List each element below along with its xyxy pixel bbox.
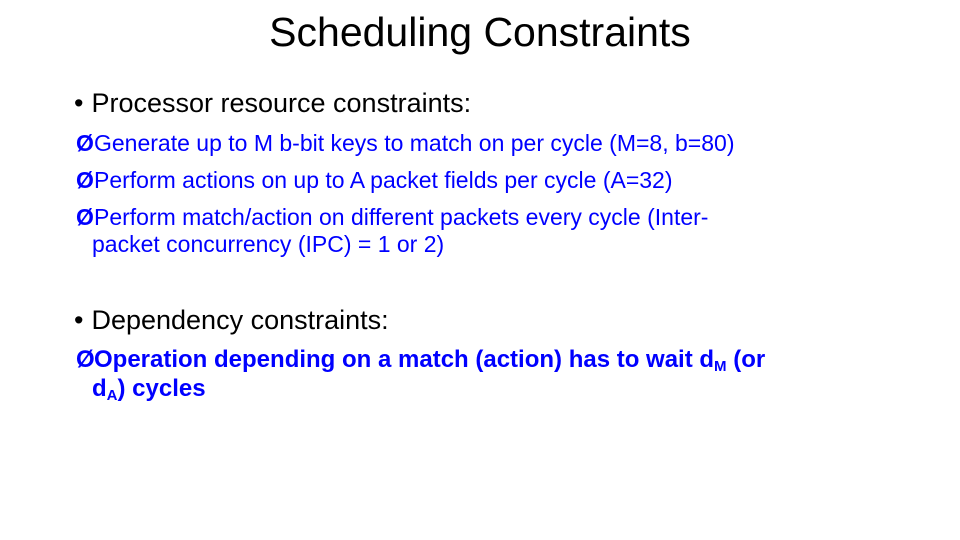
sub-item-text: Generate up to M b-bit keys to match on per cycle (M=8, b=80) — [94, 130, 735, 156]
processor-resource-heading: Processor resource constraints: — [91, 88, 472, 118]
sub-item-perform-actions — [76, 167, 936, 194]
sub-item-generate-keys — [76, 130, 936, 157]
bullet-processor-resource — [74, 87, 471, 119]
dependency-text-part4: ) cycles — [117, 375, 206, 402]
sub-item-match-action — [76, 204, 936, 258]
slide-title: Scheduling Constraints — [269, 9, 691, 55]
subscript-m: M — [714, 358, 727, 375]
dependency-text-part1: Operation depending on a match (action) has to wait d — [94, 346, 715, 373]
subscript-a: A — [106, 387, 118, 404]
sub-item-dependency-wait — [76, 345, 936, 403]
arrow-bullet-icon: Ø — [76, 204, 94, 230]
arrow-bullet-icon: Ø — [76, 167, 94, 193]
arrow-bullet-icon: Ø — [76, 130, 94, 156]
bullet-dot: • — [74, 305, 84, 335]
dependency-text-line2 — [76, 374, 936, 403]
sub-item-text-line2: packet concurrency (IPC) = 1 or 2) — [92, 231, 445, 257]
dependency-text-part3: d — [92, 375, 107, 402]
sub-item-text-line1: Perform match/action on different packets every cycle (Inter- — [94, 204, 709, 230]
arrow-bullet-icon: Ø — [76, 346, 95, 373]
dependency-heading: Dependency constraints: — [91, 305, 389, 335]
sub-item-text: Perform actions on up to A packet fields per cycle (A=32) — [94, 167, 673, 193]
dependency-text-part2: (or — [726, 346, 766, 373]
bullet-dot: • — [74, 88, 84, 118]
bullet-dependency — [74, 304, 389, 336]
